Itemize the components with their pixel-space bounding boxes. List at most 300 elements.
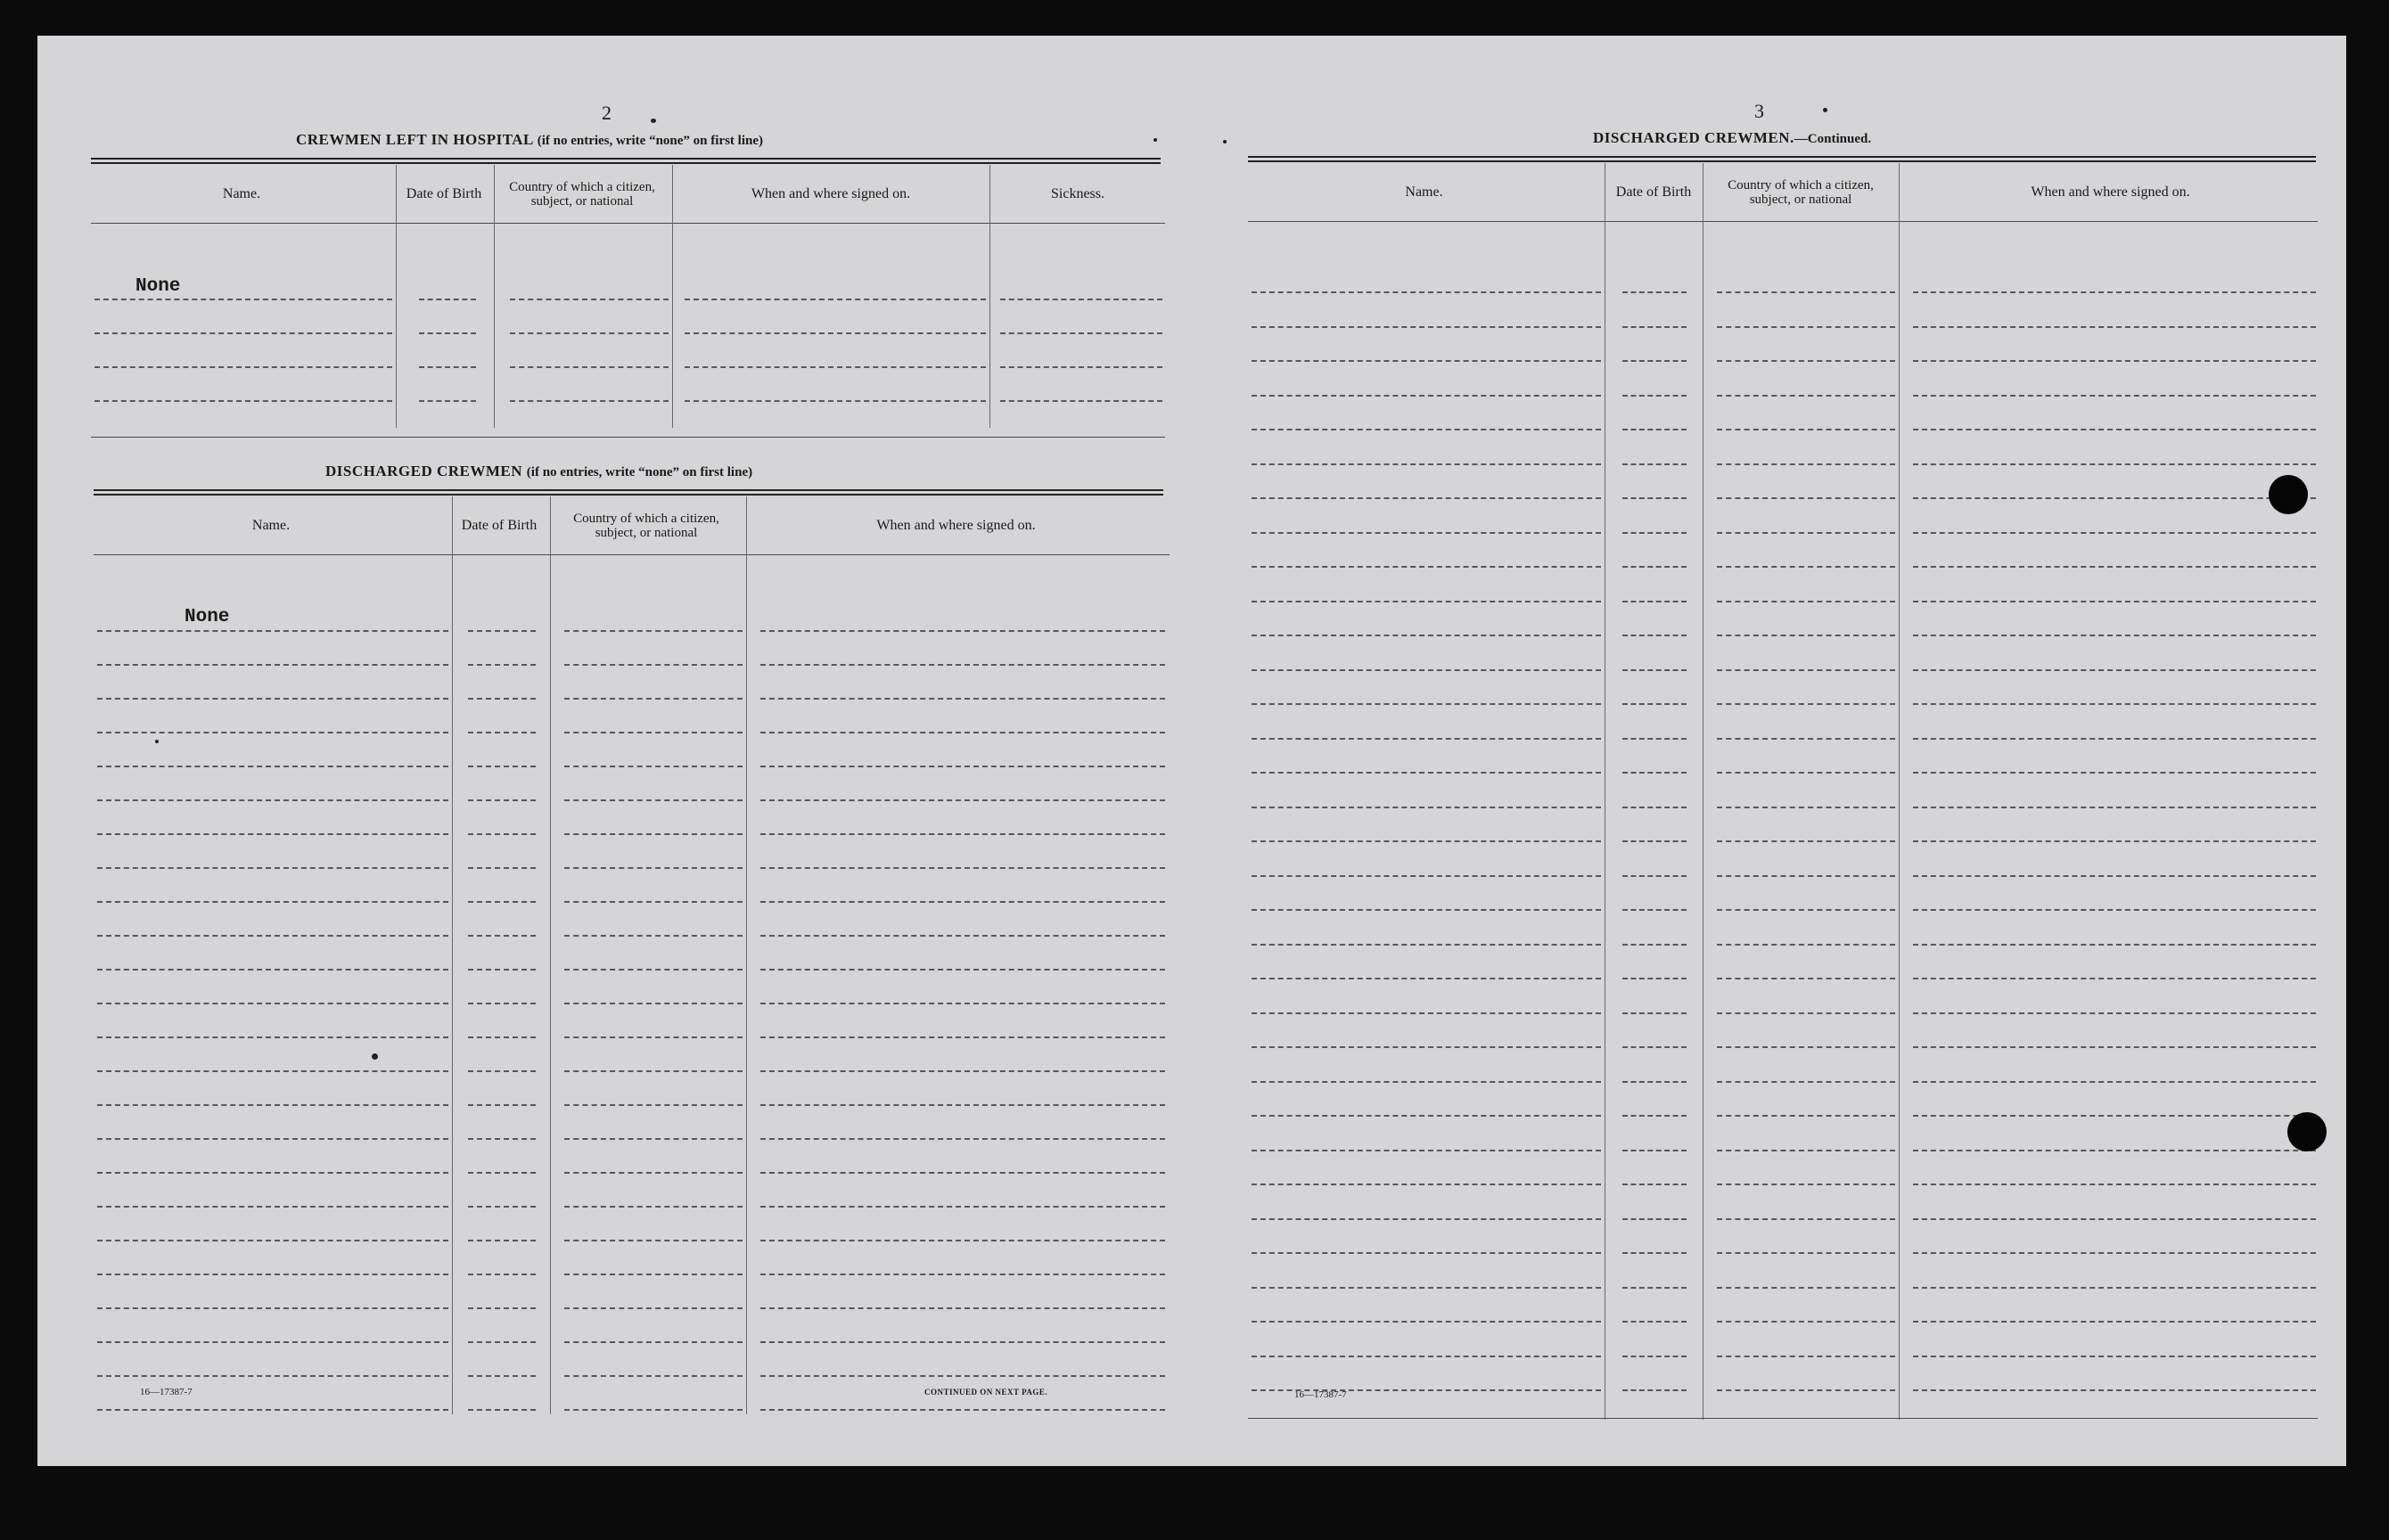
- fill-in-line: [760, 1240, 1165, 1241]
- fill-in-line: [468, 630, 536, 632]
- fill-in-line: [685, 299, 986, 300]
- right-bottom-rule: [1248, 1418, 2318, 1419]
- fill-in-line: [1622, 1218, 1687, 1220]
- fill-in-line: [97, 1375, 448, 1377]
- fill-in-line: [564, 1375, 743, 1377]
- fill-in-line: [468, 901, 536, 903]
- fill-in-line: [564, 1409, 743, 1411]
- fill-in-line: [1717, 944, 1895, 946]
- fill-in-line: [1913, 635, 2316, 636]
- fill-in-line: [1252, 291, 1601, 293]
- fill-in-line: [1913, 772, 2316, 774]
- fill-in-line: [1913, 1252, 2316, 1254]
- fill-in-line: [468, 698, 536, 700]
- fill-in-line: [97, 766, 448, 767]
- fill-in-line: [1622, 395, 1687, 397]
- fill-in-line: [468, 935, 536, 937]
- punch-hole: [2287, 1112, 2327, 1151]
- fill-in-line: [1913, 875, 2316, 877]
- fill-in-line: [760, 969, 1165, 971]
- fill-in-line: [1717, 772, 1895, 774]
- hospital-table: [91, 165, 1165, 438]
- right-title-suffix: —Continued.: [1794, 132, 1872, 146]
- fill-in-line: [1717, 497, 1895, 499]
- fill-in-line: [97, 799, 448, 801]
- fill-in-line: [1252, 807, 1601, 808]
- fill-in-line: [1252, 738, 1601, 740]
- hospital-divider: [396, 165, 397, 428]
- fill-in-line: [1717, 1150, 1895, 1151]
- fill-in-line: [1913, 807, 2316, 808]
- hospital-divider: [989, 165, 990, 428]
- fill-in-line: [1622, 566, 1687, 568]
- fill-in-line: [1717, 1081, 1895, 1083]
- right-top-rule: [1248, 156, 2316, 162]
- fill-in-line: [419, 332, 476, 334]
- fill-in-line: [1252, 566, 1601, 568]
- fill-in-line: [1252, 978, 1601, 979]
- fill-in-line: [97, 1341, 448, 1343]
- fill-in-line: [1622, 1252, 1687, 1254]
- fill-in-line: [1913, 1184, 2316, 1185]
- right-divider: [1899, 163, 1900, 1420]
- fill-in-line: [1913, 1287, 2316, 1289]
- fill-in-line: [97, 1172, 448, 1174]
- fill-in-line: [1252, 532, 1601, 534]
- fill-in-line: [760, 867, 1165, 869]
- fill-in-line: [468, 969, 536, 971]
- hospital-divider: [494, 165, 495, 428]
- ink-speck: [651, 119, 656, 123]
- ink-speck: [155, 740, 159, 743]
- fill-in-line: [1252, 1012, 1601, 1014]
- fill-in-line: [564, 1307, 743, 1309]
- fill-in-line: [760, 1172, 1165, 1174]
- fill-in-line: [419, 366, 476, 368]
- right-discharged-table: [1248, 163, 2318, 1420]
- fill-in-line: [564, 1274, 743, 1275]
- fill-in-line: [1622, 326, 1687, 328]
- hospital-col-sickness: Sickness.: [1051, 186, 1104, 201]
- fill-in-line: [419, 299, 476, 300]
- fill-in-line: [97, 664, 448, 666]
- fill-in-line: [1622, 875, 1687, 877]
- ink-speck: [1823, 108, 1827, 112]
- fill-in-line: [1717, 1115, 1895, 1117]
- right-header-rule: [1248, 221, 2318, 222]
- fill-in-line: [1913, 1218, 2316, 1220]
- right-page-number: 3: [1754, 100, 1764, 122]
- fill-in-line: [564, 935, 743, 937]
- fill-in-line: [1622, 1184, 1687, 1185]
- fill-in-line: [564, 799, 743, 801]
- fill-in-line: [1913, 1081, 2316, 1083]
- fill-in-line: [564, 1003, 743, 1004]
- fill-in-line: [1913, 360, 2316, 362]
- fill-in-line: [468, 766, 536, 767]
- fill-in-line: [1622, 463, 1687, 465]
- hospital-title-text: CREWMEN LEFT IN HOSPITAL: [296, 131, 533, 148]
- fill-in-line: [1913, 1356, 2316, 1357]
- fill-in-line: [97, 630, 448, 632]
- fill-in-line: [97, 935, 448, 937]
- fill-in-line: [97, 867, 448, 869]
- hospital-entry-none: None: [135, 276, 181, 297]
- fill-in-line: [760, 1104, 1165, 1106]
- fill-in-line: [760, 1138, 1165, 1140]
- fill-in-line: [94, 332, 392, 334]
- fill-in-line: [1913, 1115, 2316, 1117]
- fill-in-line: [1252, 840, 1601, 842]
- fill-in-line: [1717, 1184, 1895, 1185]
- fill-in-line: [1252, 909, 1601, 911]
- fill-in-line: [1717, 1012, 1895, 1014]
- fill-in-line: [1622, 360, 1687, 362]
- fill-in-line: [468, 1138, 536, 1140]
- discharged-table: [94, 496, 1170, 1414]
- hospital-bottom-rule: [91, 437, 1165, 438]
- fill-in-line: [1252, 326, 1601, 328]
- fill-in-line: [97, 1138, 448, 1140]
- fill-in-line: [1252, 669, 1601, 671]
- fill-in-line: [1622, 772, 1687, 774]
- fill-in-line: [1622, 1287, 1687, 1289]
- fill-in-line: [1252, 1252, 1601, 1254]
- fill-in-line: [1622, 807, 1687, 808]
- fill-in-line: [468, 1274, 536, 1275]
- fill-in-line: [1622, 909, 1687, 911]
- discharged-col-dob: Date of Birth: [461, 518, 538, 533]
- fill-in-line: [510, 400, 669, 402]
- fill-in-line: [1717, 463, 1895, 465]
- fill-in-line: [1252, 1218, 1601, 1220]
- fill-in-line: [564, 1104, 743, 1106]
- fill-in-line: [760, 1307, 1165, 1309]
- hospital-header-rule: [91, 223, 1165, 224]
- fill-in-line: [564, 732, 743, 733]
- document-sheet: [37, 36, 2346, 1466]
- fill-in-line: [468, 1240, 536, 1241]
- right-col-signed: When and where signed on.: [2031, 184, 2190, 200]
- ink-speck: [1223, 140, 1227, 143]
- fill-in-line: [564, 1240, 743, 1241]
- hospital-col-name: Name.: [222, 186, 261, 201]
- fill-in-line: [1252, 497, 1601, 499]
- fill-in-line: [97, 1274, 448, 1275]
- hospital-top-rule: [91, 158, 1161, 164]
- fill-in-line: [468, 1206, 536, 1208]
- fill-in-line: [97, 1036, 448, 1038]
- fill-in-line: [97, 1307, 448, 1309]
- fill-in-line: [1913, 1046, 2316, 1048]
- fill-in-line: [1913, 1012, 2316, 1014]
- fill-in-line: [685, 366, 986, 368]
- fill-in-line: [1622, 669, 1687, 671]
- fill-in-line: [760, 766, 1165, 767]
- fill-in-line: [1717, 669, 1895, 671]
- fill-in-line: [1622, 1356, 1687, 1357]
- fill-in-line: [564, 1070, 743, 1072]
- fill-in-line: [1913, 909, 2316, 911]
- fill-in-line: [1252, 429, 1601, 430]
- fill-in-line: [1622, 532, 1687, 534]
- fill-in-line: [1913, 291, 2316, 293]
- fill-in-line: [1000, 332, 1162, 334]
- fill-in-line: [564, 969, 743, 971]
- fill-in-line: [1252, 1046, 1601, 1048]
- fill-in-line: [564, 698, 743, 700]
- fill-in-line: [1717, 395, 1895, 397]
- fill-in-line: [468, 1341, 536, 1343]
- fill-in-line: [1622, 1012, 1687, 1014]
- discharged-section-title: [325, 463, 752, 480]
- hospital-col-country: Country of which a citizen, subject, or national: [509, 179, 655, 209]
- fill-in-line: [760, 901, 1165, 903]
- fill-in-line: [94, 400, 392, 402]
- fill-in-line: [1717, 326, 1895, 328]
- fill-in-line: [760, 935, 1165, 937]
- fill-in-line: [1717, 875, 1895, 877]
- right-col-dob: Date of Birth: [1615, 184, 1692, 200]
- fill-in-line: [97, 1070, 448, 1072]
- fill-in-line: [1252, 875, 1601, 877]
- fill-in-line: [97, 969, 448, 971]
- fill-in-line: [1622, 1046, 1687, 1048]
- fill-in-line: [1252, 1321, 1601, 1323]
- fill-in-line: [1717, 703, 1895, 705]
- fill-in-line: [1913, 395, 2316, 397]
- hospital-title-note: (if no entries, write “none” on first line): [537, 134, 763, 148]
- fill-in-line: [97, 732, 448, 733]
- fill-in-line: [1717, 909, 1895, 911]
- ink-speck: [1153, 138, 1157, 142]
- fill-in-line: [760, 833, 1165, 835]
- left-form-number: 16—17387-7: [140, 1387, 193, 1397]
- fill-in-line: [1913, 703, 2316, 705]
- fill-in-line: [1913, 601, 2316, 602]
- fill-in-line: [1913, 532, 2316, 534]
- fill-in-line: [1913, 1321, 2316, 1323]
- fill-in-line: [1622, 978, 1687, 979]
- hospital-section-title: [296, 131, 763, 149]
- fill-in-line: [94, 366, 392, 368]
- fill-in-line: [1913, 429, 2316, 430]
- fill-in-line: [468, 1409, 536, 1411]
- fill-in-line: [1622, 1150, 1687, 1151]
- fill-in-line: [1717, 1356, 1895, 1357]
- fill-in-line: [1717, 738, 1895, 740]
- fill-in-line: [1913, 497, 2316, 499]
- fill-in-line: [1622, 1321, 1687, 1323]
- fill-in-line: [1252, 1081, 1601, 1083]
- fill-in-line: [1252, 635, 1601, 636]
- fill-in-line: [760, 1274, 1165, 1275]
- fill-in-line: [1622, 703, 1687, 705]
- right-form-number: 16—17387-7: [1294, 1389, 1347, 1400]
- fill-in-line: [1252, 772, 1601, 774]
- fill-in-line: [1717, 1287, 1895, 1289]
- discharged-divider: [550, 496, 551, 1414]
- right-section-title: [1593, 129, 1871, 147]
- fill-in-line: [564, 664, 743, 666]
- fill-in-line: [1622, 291, 1687, 293]
- fill-in-line: [1252, 1287, 1601, 1289]
- fill-in-line: [468, 1036, 536, 1038]
- fill-in-line: [760, 732, 1165, 733]
- fill-in-line: [564, 1172, 743, 1174]
- fill-in-line: [564, 1341, 743, 1343]
- fill-in-line: [1717, 360, 1895, 362]
- fill-in-line: [468, 1375, 536, 1377]
- continued-note: CONTINUED ON NEXT PAGE.: [924, 1388, 1048, 1397]
- fill-in-line: [1717, 1389, 1895, 1391]
- right-title-text: DISCHARGED CREWMEN.: [1593, 129, 1794, 146]
- discharged-divider: [746, 496, 747, 1414]
- fill-in-line: [564, 766, 743, 767]
- fill-in-line: [1717, 807, 1895, 808]
- fill-in-line: [1717, 1218, 1895, 1220]
- left-page-number: 2: [602, 102, 612, 124]
- fill-in-line: [1913, 978, 2316, 979]
- fill-in-line: [468, 1172, 536, 1174]
- ink-speck: [372, 1053, 378, 1060]
- fill-in-line: [1622, 601, 1687, 602]
- fill-in-line: [1252, 1115, 1601, 1117]
- fill-in-line: [1913, 463, 2316, 465]
- discharged-col-name: Name.: [251, 518, 291, 533]
- fill-in-line: [685, 332, 986, 334]
- fill-in-line: [760, 1003, 1165, 1004]
- discharged-top-rule: [94, 489, 1163, 496]
- fill-in-line: [1717, 1252, 1895, 1254]
- right-col-name: Name.: [1405, 184, 1443, 200]
- fill-in-line: [1717, 429, 1895, 430]
- fill-in-line: [1913, 1150, 2316, 1151]
- fill-in-line: [97, 833, 448, 835]
- fill-in-line: [97, 1104, 448, 1106]
- fill-in-line: [97, 698, 448, 700]
- fill-in-line: [97, 901, 448, 903]
- fill-in-line: [1252, 1184, 1601, 1185]
- fill-in-line: [1717, 291, 1895, 293]
- fill-in-line: [1622, 429, 1687, 430]
- fill-in-line: [760, 799, 1165, 801]
- fill-in-line: [510, 299, 669, 300]
- fill-in-line: [685, 400, 986, 402]
- fill-in-line: [1000, 299, 1162, 300]
- fill-in-line: [1913, 840, 2316, 842]
- fill-in-line: [1252, 703, 1601, 705]
- fill-in-line: [1717, 566, 1895, 568]
- fill-in-line: [1252, 944, 1601, 946]
- fill-in-line: [97, 1240, 448, 1241]
- fill-in-line: [1622, 635, 1687, 636]
- fill-in-line: [419, 400, 476, 402]
- fill-in-line: [468, 799, 536, 801]
- fill-in-line: [97, 1409, 448, 1411]
- fill-in-line: [1717, 635, 1895, 636]
- fill-in-line: [1717, 1046, 1895, 1048]
- fill-in-line: [760, 1341, 1165, 1343]
- fill-in-line: [1913, 738, 2316, 740]
- fill-in-line: [97, 1206, 448, 1208]
- fill-in-line: [1913, 944, 2316, 946]
- fill-in-line: [760, 1409, 1165, 1411]
- fill-in-line: [760, 664, 1165, 666]
- fill-in-line: [1622, 1115, 1687, 1117]
- fill-in-line: [760, 1036, 1165, 1038]
- fill-in-line: [1717, 1321, 1895, 1323]
- hospital-col-signed: When and where signed on.: [751, 186, 911, 201]
- fill-in-line: [1622, 1081, 1687, 1083]
- fill-in-line: [510, 332, 669, 334]
- fill-in-line: [564, 1036, 743, 1038]
- fill-in-line: [1622, 840, 1687, 842]
- fill-in-line: [1913, 669, 2316, 671]
- fill-in-line: [1717, 601, 1895, 602]
- fill-in-line: [97, 1003, 448, 1004]
- fill-in-line: [1000, 400, 1162, 402]
- discharged-title-text: DISCHARGED CREWMEN: [325, 463, 523, 479]
- fill-in-line: [564, 630, 743, 632]
- fill-in-line: [1622, 944, 1687, 946]
- fill-in-line: [760, 698, 1165, 700]
- discharged-col-country: Country of which a citizen, subject, or national: [573, 511, 719, 540]
- fill-in-line: [468, 732, 536, 733]
- fill-in-line: [1913, 326, 2316, 328]
- discharged-header-rule: [94, 554, 1170, 555]
- fill-in-line: [468, 1307, 536, 1309]
- discharged-divider: [452, 496, 453, 1414]
- fill-in-line: [468, 867, 536, 869]
- fill-in-line: [1717, 532, 1895, 534]
- fill-in-line: [1252, 1356, 1601, 1357]
- discharged-title-note: (if no entries, write “none” on first line): [526, 465, 753, 479]
- fill-in-line: [1252, 463, 1601, 465]
- fill-in-line: [94, 299, 392, 300]
- hospital-col-dob: Date of Birth: [406, 186, 482, 201]
- fill-in-line: [1717, 978, 1895, 979]
- fill-in-line: [760, 1375, 1165, 1377]
- fill-in-line: [760, 1070, 1165, 1072]
- fill-in-line: [1913, 1389, 2316, 1391]
- fill-in-line: [468, 833, 536, 835]
- fill-in-line: [1622, 738, 1687, 740]
- fill-in-line: [468, 1070, 536, 1072]
- fill-in-line: [564, 867, 743, 869]
- fill-in-line: [760, 1206, 1165, 1208]
- fill-in-line: [1252, 1150, 1601, 1151]
- fill-in-line: [564, 1206, 743, 1208]
- fill-in-line: [564, 901, 743, 903]
- fill-in-line: [468, 1104, 536, 1106]
- fill-in-line: [1252, 601, 1601, 602]
- fill-in-line: [468, 1003, 536, 1004]
- right-col-country: Country of which a citizen, subject, or national: [1728, 177, 1874, 207]
- fill-in-line: [1252, 360, 1601, 362]
- fill-in-line: [1252, 395, 1601, 397]
- discharged-col-signed: When and where signed on.: [876, 518, 1036, 533]
- fill-in-line: [1000, 366, 1162, 368]
- fill-in-line: [1622, 497, 1687, 499]
- fill-in-line: [1913, 566, 2316, 568]
- fill-in-line: [564, 833, 743, 835]
- fill-in-line: [564, 1138, 743, 1140]
- fill-in-line: [510, 366, 669, 368]
- fill-in-line: [1622, 1389, 1687, 1391]
- punch-hole: [2269, 475, 2308, 514]
- fill-in-line: [760, 630, 1165, 632]
